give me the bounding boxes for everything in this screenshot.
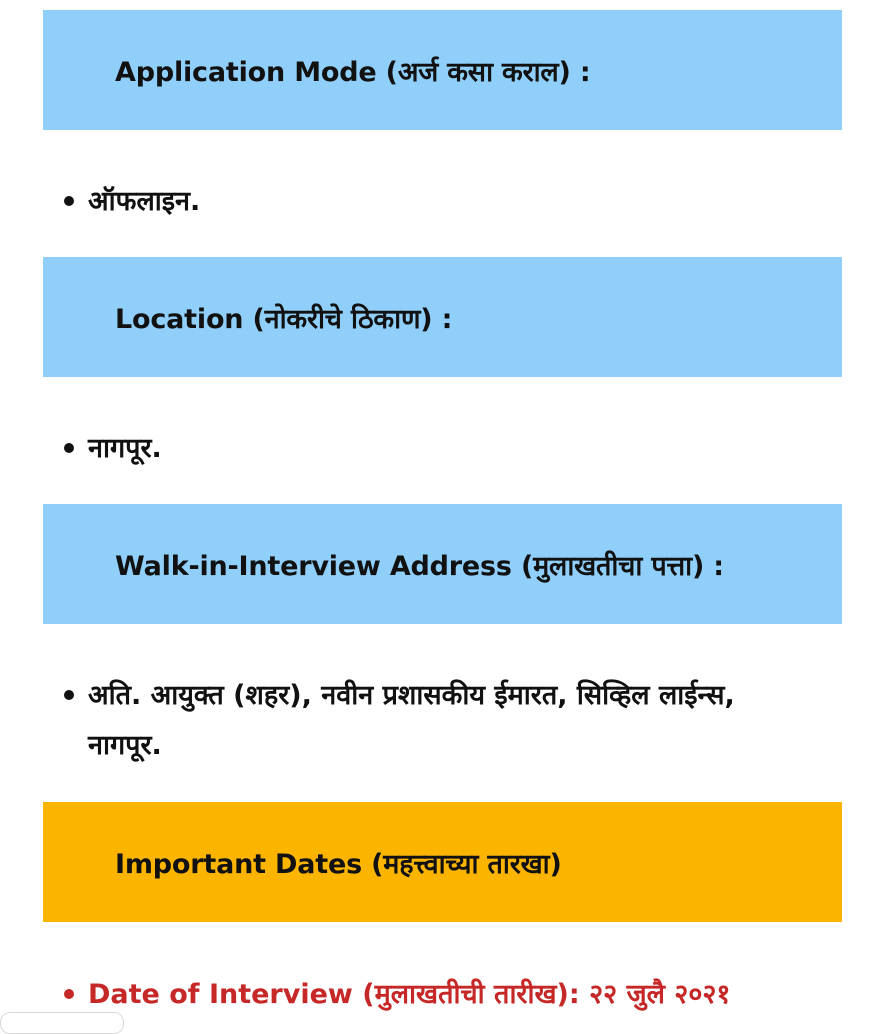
interview-date-value: Date of Interview (मुलाखतीची तारीख): २२ जुलै २०२१: [88, 979, 731, 1010]
application-mode-item: [88, 177, 838, 227]
location-value: नागपूर.: [88, 433, 162, 464]
bullet-icon: [64, 989, 74, 999]
bullet-icon: [64, 443, 74, 453]
location-heading: [43, 257, 842, 377]
address-heading: [43, 504, 842, 624]
application-mode-value: ऑफलाइन.: [88, 186, 201, 217]
address-line-2: नागपूर.: [88, 730, 162, 761]
important-dates-heading-text: Important Dates (महत्त्वाच्या तारखा): [115, 848, 562, 880]
application-mode-heading-text: Application Mode (अर्ज कसा कराल) :: [115, 56, 591, 88]
application-mode-heading: [43, 10, 842, 130]
bottom-overlay-edge: [0, 1012, 124, 1034]
interview-date-item: [88, 970, 838, 1020]
address-heading-text: Walk-in-Interview Address (मुलाखतीचा पत्ता) :: [115, 550, 724, 582]
address-line-1: अति. आयुक्त (शहर), नवीन प्रशासकीय ईमारत, सिव्हिल लाईन्स,: [88, 680, 735, 711]
bullet-icon: [64, 690, 74, 700]
important-dates-heading: [43, 802, 842, 922]
address-item: [88, 671, 838, 771]
location-item: [88, 424, 838, 474]
location-heading-text: Location (नोकरीचे ठिकाण) :: [115, 303, 453, 335]
bullet-icon: [64, 196, 74, 206]
